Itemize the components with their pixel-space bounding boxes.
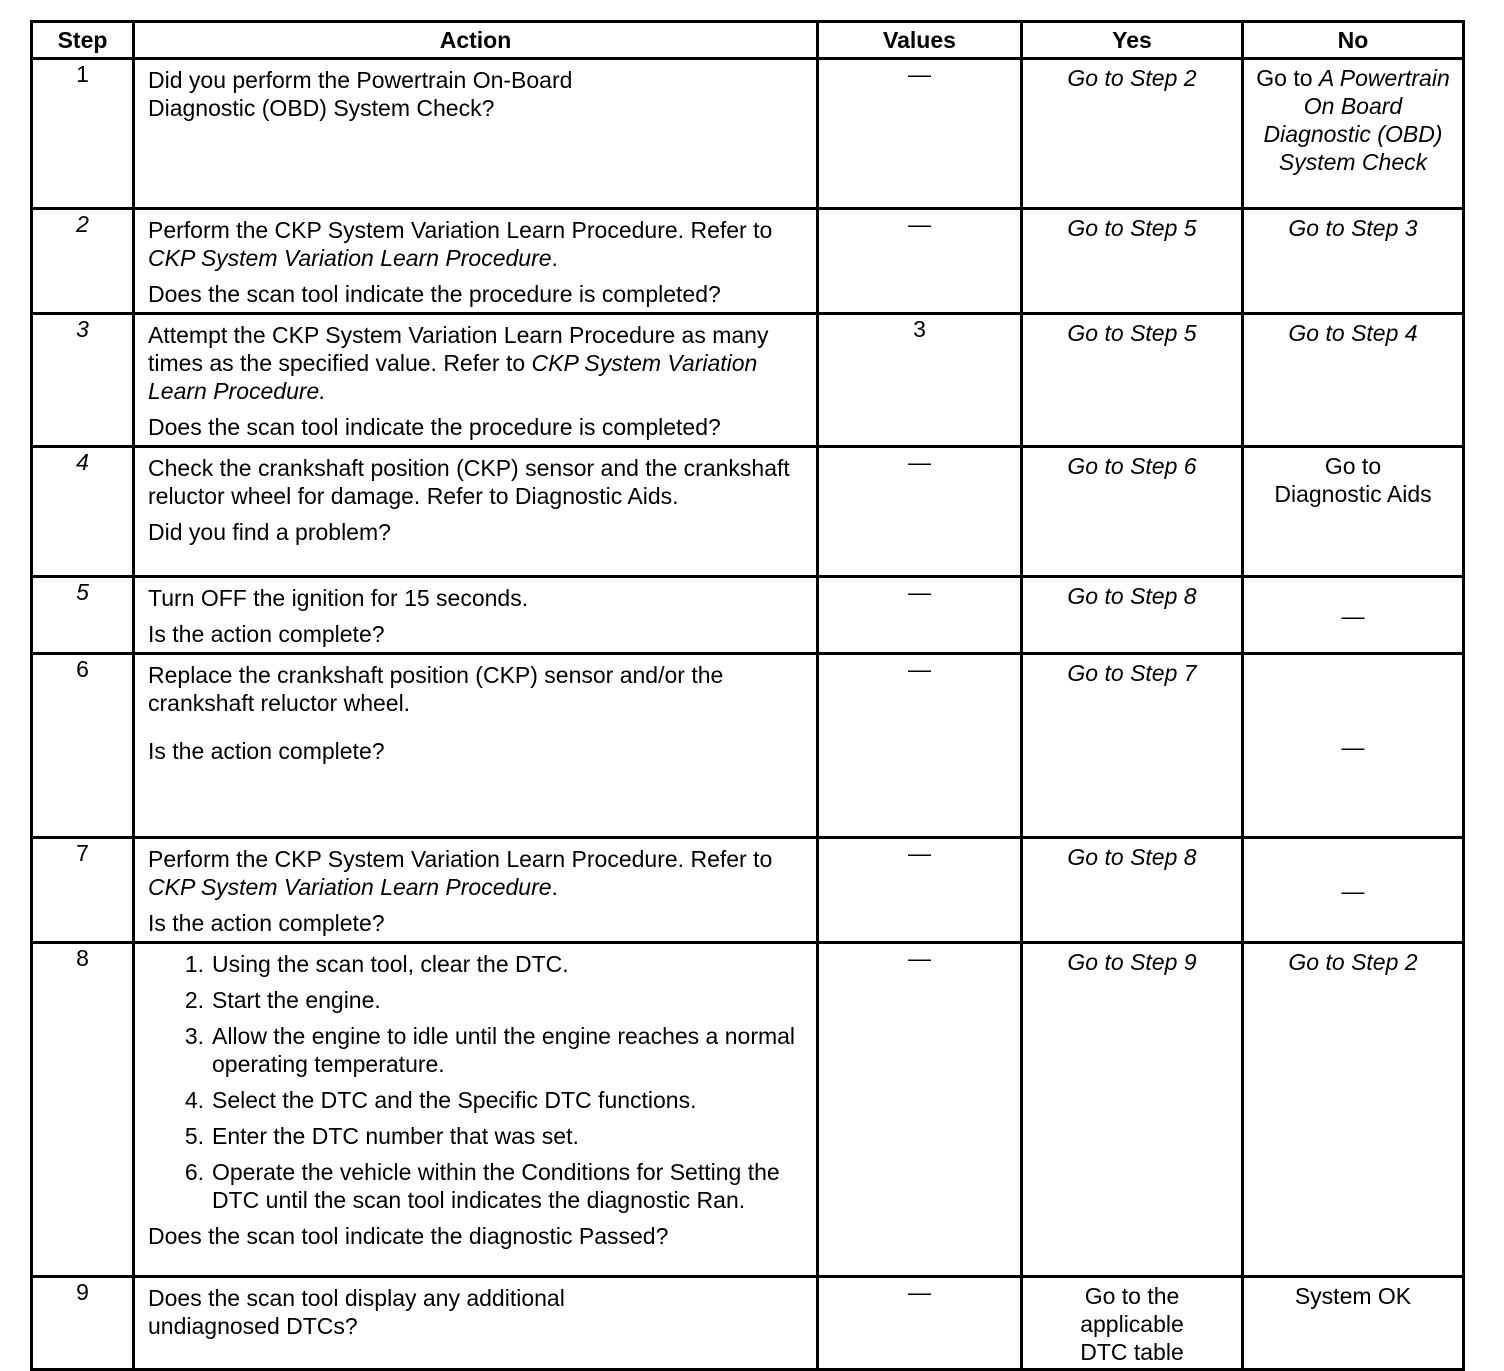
substep-text: Operate the vehicle within the Conditions for Setting the DTC until the scan tool indicates the diagnostic Ran. (212, 1159, 780, 1213)
value-cell: — (818, 838, 1022, 943)
action-text-pre: Perform the CKP System Variation Learn Procedure. Refer to (148, 217, 773, 243)
action-text: Does the scan tool display any additional undiagnosed DTCs? (148, 1285, 565, 1339)
no-text: Go to Diagnostic Aids (1274, 453, 1432, 507)
substep-list (148, 950, 808, 1214)
yes-cell: Go to Step 5 (1022, 314, 1243, 447)
table-row (32, 838, 1464, 943)
action-text: Turn OFF the ignition for 15 seconds. (148, 585, 529, 611)
yes-cell: Go to Step 8 (1022, 577, 1243, 654)
value-cell: — (818, 209, 1022, 314)
action-cell (134, 654, 818, 838)
substep-number: 5. (184, 1123, 204, 1149)
step-number: 7 (32, 838, 134, 943)
substep-number: 6. (184, 1159, 204, 1185)
action-text-pre: Perform the CKP System Variation Learn Procedure. Refer to (148, 846, 773, 872)
substep-item (148, 1086, 808, 1114)
substep-number: 3. (184, 1023, 204, 1049)
step-number: 9 (32, 1277, 134, 1370)
header-row (32, 22, 1464, 59)
header-no: No (1243, 22, 1464, 59)
action-text (148, 216, 808, 272)
action-text (148, 845, 808, 901)
header-action: Action (134, 22, 818, 59)
action-cell (134, 314, 818, 447)
value-cell: — (818, 447, 1022, 577)
substep-text: Using the scan tool, clear the DTC. (212, 951, 569, 977)
diagnostic-table (30, 20, 1465, 1371)
action-question: Does the scan tool indicate the diagnostic Passed? (148, 1223, 669, 1249)
action-text: Did you perform the Powertrain On-Board Diagnostic (OBD) System Check? (148, 67, 573, 121)
action-question: Does the scan tool indicate the procedure is completed? (148, 414, 721, 440)
action-question: Did you find a problem? (148, 519, 391, 545)
step-number: 3 (32, 314, 134, 447)
substep-text: Allow the engine to idle until the engine reaches a normal operating temperature. (212, 1023, 796, 1077)
no-cell: Go to Step 3 (1243, 209, 1464, 314)
no-prefix: Go to (1256, 65, 1313, 91)
no-cell: — (1243, 838, 1464, 943)
action-question: Is the action complete? (148, 738, 385, 764)
value-cell: — (818, 577, 1022, 654)
yes-cell: Go to Step 5 (1022, 209, 1243, 314)
action-text: Replace the crankshaft position (CKP) sensor and/or the crankshaft reluctor wheel. (148, 662, 724, 716)
table-row (32, 943, 1464, 1277)
table-row (32, 59, 1464, 209)
value-cell: — (818, 943, 1022, 1277)
yes-text: Go to the applicable DTC table (1080, 1283, 1184, 1365)
table-row (32, 447, 1464, 577)
table-row (32, 314, 1464, 447)
action-reference: CKP System Variation Learn Procedure (148, 874, 552, 900)
step-number: 6 (32, 654, 134, 838)
substep-item (148, 1158, 808, 1214)
substep-number: 4. (184, 1087, 204, 1113)
table-row (32, 209, 1464, 314)
yes-cell: Go to Step 9 (1022, 943, 1243, 1277)
yes-cell (1022, 1277, 1243, 1370)
substep-item (148, 950, 808, 978)
no-cell: Go to Step 2 (1243, 943, 1464, 1277)
table-row (32, 654, 1464, 838)
table-row (32, 1277, 1464, 1370)
action-question: Is the action complete? (148, 910, 385, 936)
header-values: Values (818, 22, 1022, 59)
action-question: Is the action complete? (148, 621, 385, 647)
no-cell: System OK (1243, 1277, 1464, 1370)
value-cell: — (818, 1277, 1022, 1370)
action-cell (134, 838, 818, 943)
action-cell (134, 209, 818, 314)
substep-item (148, 986, 808, 1014)
no-cell: Go to Step 4 (1243, 314, 1464, 447)
substep-number: 2. (184, 987, 204, 1013)
action-reference: CKP System Variation Learn Procedure. (148, 350, 758, 404)
action-cell (134, 943, 818, 1277)
substep-item (148, 1022, 808, 1078)
value-cell: — (818, 654, 1022, 838)
action-text-pre: Attempt the CKP System Variation Learn Procedure as many times as the specified value. Refer to (148, 322, 769, 376)
action-cell (134, 447, 818, 577)
action-text: Check the crankshaft position (CKP) sensor and the crankshaft reluctor wheel for damage. Refer to Diagnostic Aids. (148, 455, 790, 509)
yes-cell: Go to Step 6 (1022, 447, 1243, 577)
action-cell (134, 1277, 818, 1370)
action-question: Does the scan tool indicate the procedure is completed? (148, 281, 721, 307)
no-cell: — (1243, 577, 1464, 654)
no-cell: — (1243, 654, 1464, 838)
value-cell: 3 (818, 314, 1022, 447)
action-text (148, 321, 808, 405)
value-cell: — (818, 59, 1022, 209)
yes-cell: Go to Step 7 (1022, 654, 1243, 838)
header-yes: Yes (1022, 22, 1243, 59)
step-number: 2 (32, 209, 134, 314)
yes-cell: Go to Step 8 (1022, 838, 1243, 943)
step-number: 8 (32, 943, 134, 1277)
yes-cell: Go to Step 2 (1022, 59, 1243, 209)
no-link-text: A Powertrain On Board Diagnostic (OBD) System Check (1263, 65, 1450, 175)
no-cell (1243, 59, 1464, 209)
substep-text: Start the engine. (212, 987, 381, 1013)
no-cell (1243, 447, 1464, 577)
substep-text: Select the DTC and the Specific DTC functions. (212, 1087, 697, 1113)
substep-item (148, 1122, 808, 1150)
substep-text: Enter the DTC number that was set. (212, 1123, 579, 1149)
step-number: 1 (32, 59, 134, 209)
table-row (32, 577, 1464, 654)
action-text-post: . (551, 245, 558, 271)
action-reference: CKP System Variation Learn Procedure (148, 245, 552, 271)
step-number: 4 (32, 447, 134, 577)
header-step: Step (32, 22, 134, 59)
action-text-post: . (551, 874, 558, 900)
step-number: 5 (32, 577, 134, 654)
action-cell (134, 577, 818, 654)
substep-number: 1. (184, 951, 204, 977)
action-cell (134, 59, 818, 209)
